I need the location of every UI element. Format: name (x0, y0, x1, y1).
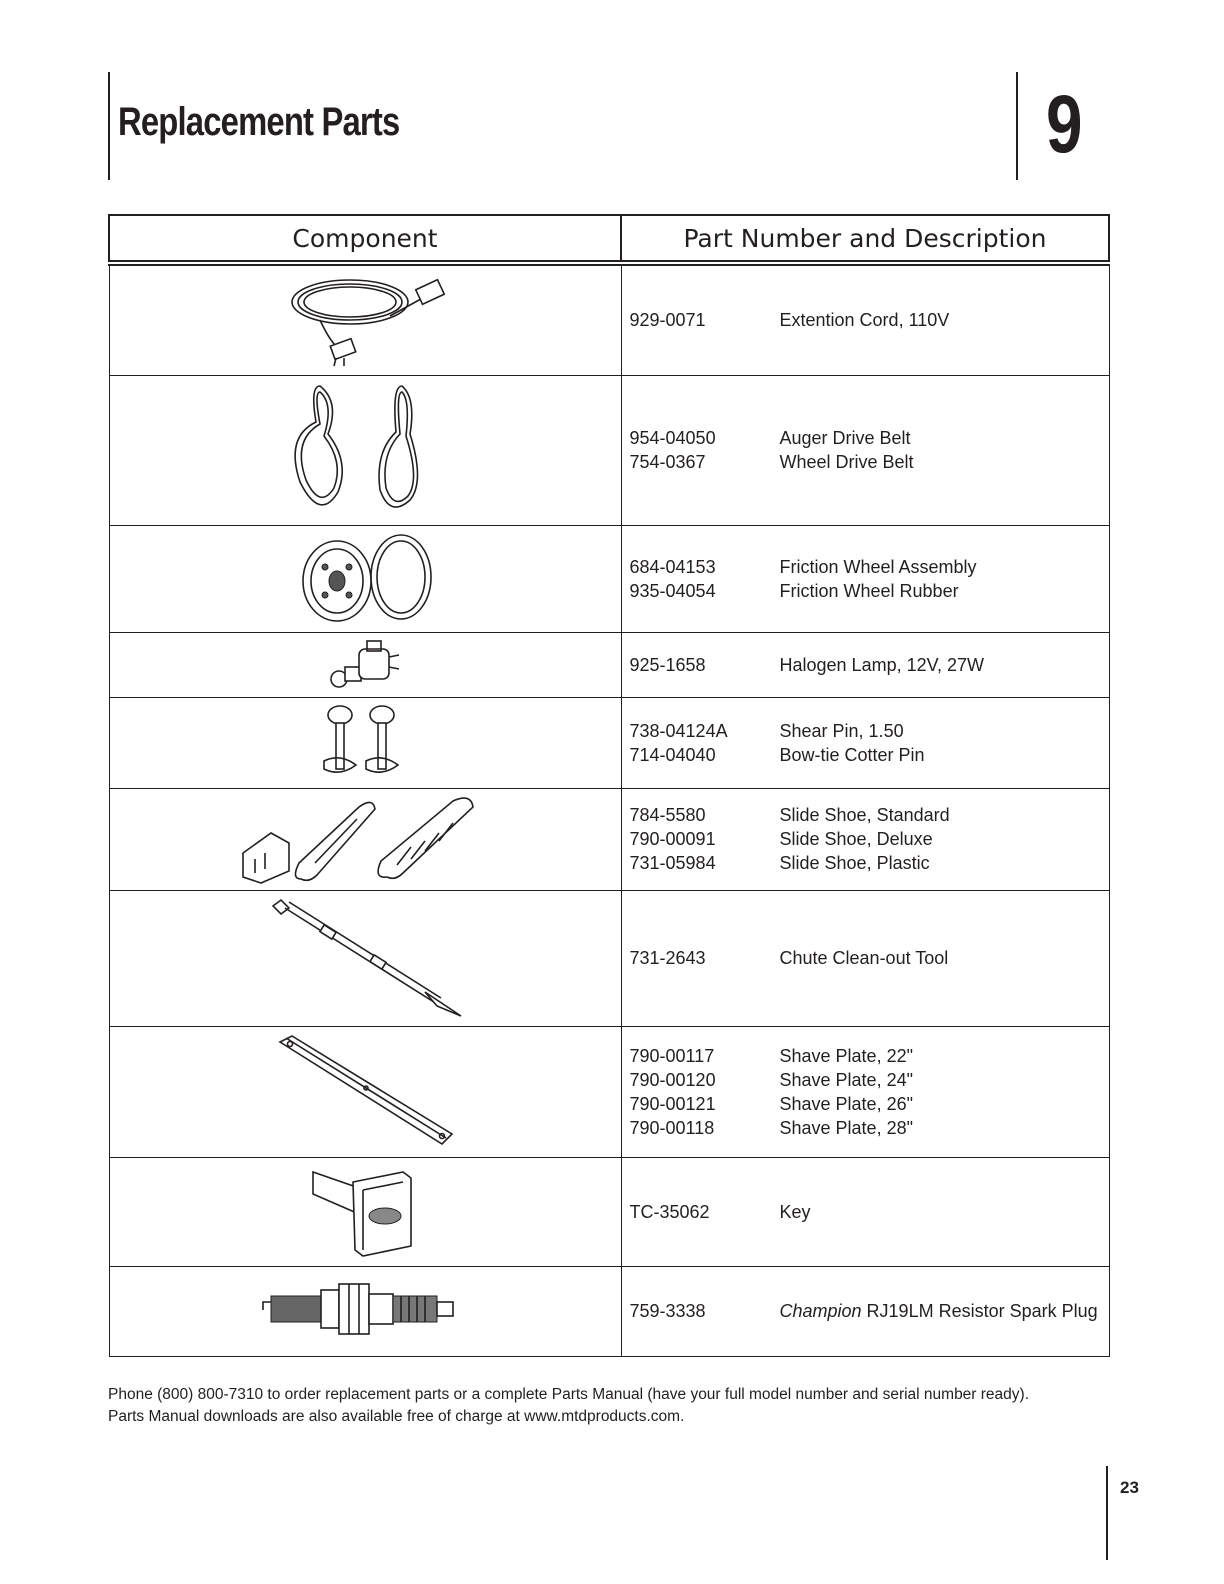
part-cell (621, 1266, 1109, 1356)
key-icon (305, 1164, 425, 1260)
part-number: 929-0071 (629, 310, 706, 331)
part-line (622, 1116, 1109, 1140)
part-cell (621, 1157, 1109, 1266)
page-title: Replacement Parts (118, 100, 400, 144)
part-cell (621, 525, 1109, 632)
component-cell (109, 632, 621, 697)
part-line (622, 827, 1109, 851)
component-cell (109, 525, 621, 632)
component-cell (109, 1026, 621, 1157)
part-number: 754-0367 (629, 452, 706, 472)
part-line (622, 719, 1109, 743)
part-number: TC-35062 (629, 1201, 710, 1222)
table-row (109, 263, 1109, 375)
part-description: Chute Clean-out Tool (779, 948, 949, 968)
part-number: 714-04040 (629, 744, 716, 765)
part-line (622, 946, 1109, 970)
part-line (622, 1068, 1109, 1092)
part-line (622, 851, 1109, 875)
table-row (109, 525, 1109, 632)
chapter-rule (1016, 72, 1018, 180)
drive-belts-icon (280, 382, 450, 518)
part-line (622, 803, 1109, 827)
table-header-row (109, 215, 1109, 263)
part-number: 790-00117 (629, 1045, 715, 1066)
friction-wheel-icon (285, 531, 445, 627)
part-line (622, 579, 1109, 603)
part-description: Auger Drive Belt (779, 428, 911, 448)
shave-plate-icon (270, 1034, 460, 1150)
part-description: Extention Cord, 110V (779, 310, 950, 331)
part-description: Friction Wheel Rubber (779, 580, 959, 601)
part-line (622, 555, 1109, 579)
column-header-component: Component (109, 215, 621, 263)
part-description: Slide Shoe, Deluxe (779, 829, 933, 849)
part-description: Shear Pin, 1.50 (779, 720, 904, 741)
component-cell (109, 263, 621, 375)
chapter-number: 9 (1046, 79, 1083, 170)
part-description: Friction Wheel Assembly (779, 556, 977, 577)
component-cell (109, 1157, 621, 1266)
part-cell (621, 632, 1109, 697)
part-line (622, 1299, 1109, 1323)
part-number: 684-04153 (629, 556, 716, 577)
part-description: Shave Plate, 22" (779, 1045, 913, 1066)
title-rule (108, 72, 110, 180)
part-number: 790-00120 (629, 1069, 716, 1090)
part-number: 738-04124A (629, 720, 728, 741)
part-number: 925-1658 (629, 654, 706, 675)
part-cell (621, 697, 1109, 788)
component-cell (109, 890, 621, 1026)
ordering-note (108, 1384, 1118, 1428)
part-description: Halogen Lamp, 12V, 27W (779, 654, 984, 675)
page-number: 23 (1120, 1478, 1139, 1497)
part-cell (621, 890, 1109, 1026)
table-row (109, 1157, 1109, 1266)
part-description: Shave Plate, 28" (779, 1117, 913, 1138)
part-number: 935-04054 (629, 580, 716, 601)
part-description-text: RJ19LM Resistor Spark Plug (861, 1301, 1098, 1321)
part-description (780, 1299, 1109, 1323)
part-description: Shave Plate, 24" (779, 1069, 913, 1090)
part-description: Slide Shoe, Standard (779, 805, 950, 825)
part-number: 731-05984 (629, 853, 716, 873)
ordering-note-line-2: Parts Manual downloads are also available free of charge at www.mtdproducts.com. (108, 1408, 685, 1425)
part-line (622, 1200, 1109, 1224)
part-line (622, 426, 1109, 450)
part-number: 790-00091 (629, 829, 716, 849)
table-row (109, 697, 1109, 788)
component-cell (109, 1266, 621, 1356)
component-cell (109, 697, 621, 788)
halogen-lamp-icon (325, 637, 405, 693)
ordering-note-line-1: Phone (800) 800-7310 to order replacement parts or a complete Parts Manual (have your full model number and serial number ready). (108, 1386, 1030, 1403)
table-row (109, 1026, 1109, 1157)
part-description: Key (779, 1201, 811, 1222)
part-cell (621, 263, 1109, 375)
part-line (622, 308, 1109, 332)
part-line (622, 653, 1109, 677)
clean-out-tool-icon (265, 896, 465, 1020)
part-description: Wheel Drive Belt (779, 452, 914, 472)
part-line (622, 450, 1109, 474)
part-number: 954-04050 (629, 428, 716, 448)
table-row (109, 890, 1109, 1026)
slide-shoe-icon (235, 793, 495, 885)
part-number: 790-00121 (629, 1093, 716, 1114)
part-number: 731-2643 (629, 948, 706, 968)
table-row (109, 632, 1109, 697)
part-cell (621, 788, 1109, 890)
component-cell (109, 788, 621, 890)
part-cell (621, 1026, 1109, 1157)
page-number-rule (1106, 1466, 1108, 1560)
part-description: Shave Plate, 26" (779, 1093, 913, 1114)
part-description: Slide Shoe, Plastic (779, 853, 930, 873)
part-number: 790-00118 (629, 1117, 715, 1138)
brand-name: Champion (779, 1301, 862, 1321)
parts-table (108, 214, 1110, 1357)
part-cell (621, 375, 1109, 525)
column-header-part-number: Part Number and Description (621, 215, 1109, 263)
part-description: Bow-tie Cotter Pin (779, 744, 925, 765)
part-line (622, 1092, 1109, 1116)
part-number: 759-3338 (629, 1301, 706, 1321)
component-cell (109, 375, 621, 525)
table-row (109, 375, 1109, 525)
extension-cord-icon (280, 272, 450, 368)
part-line (622, 743, 1109, 767)
spark-plug-icon (255, 1276, 475, 1346)
part-line (622, 1044, 1109, 1068)
table-row (109, 788, 1109, 890)
shear-pin-icon (310, 703, 420, 783)
table-row (109, 1266, 1109, 1356)
part-number: 784-5580 (629, 805, 706, 825)
